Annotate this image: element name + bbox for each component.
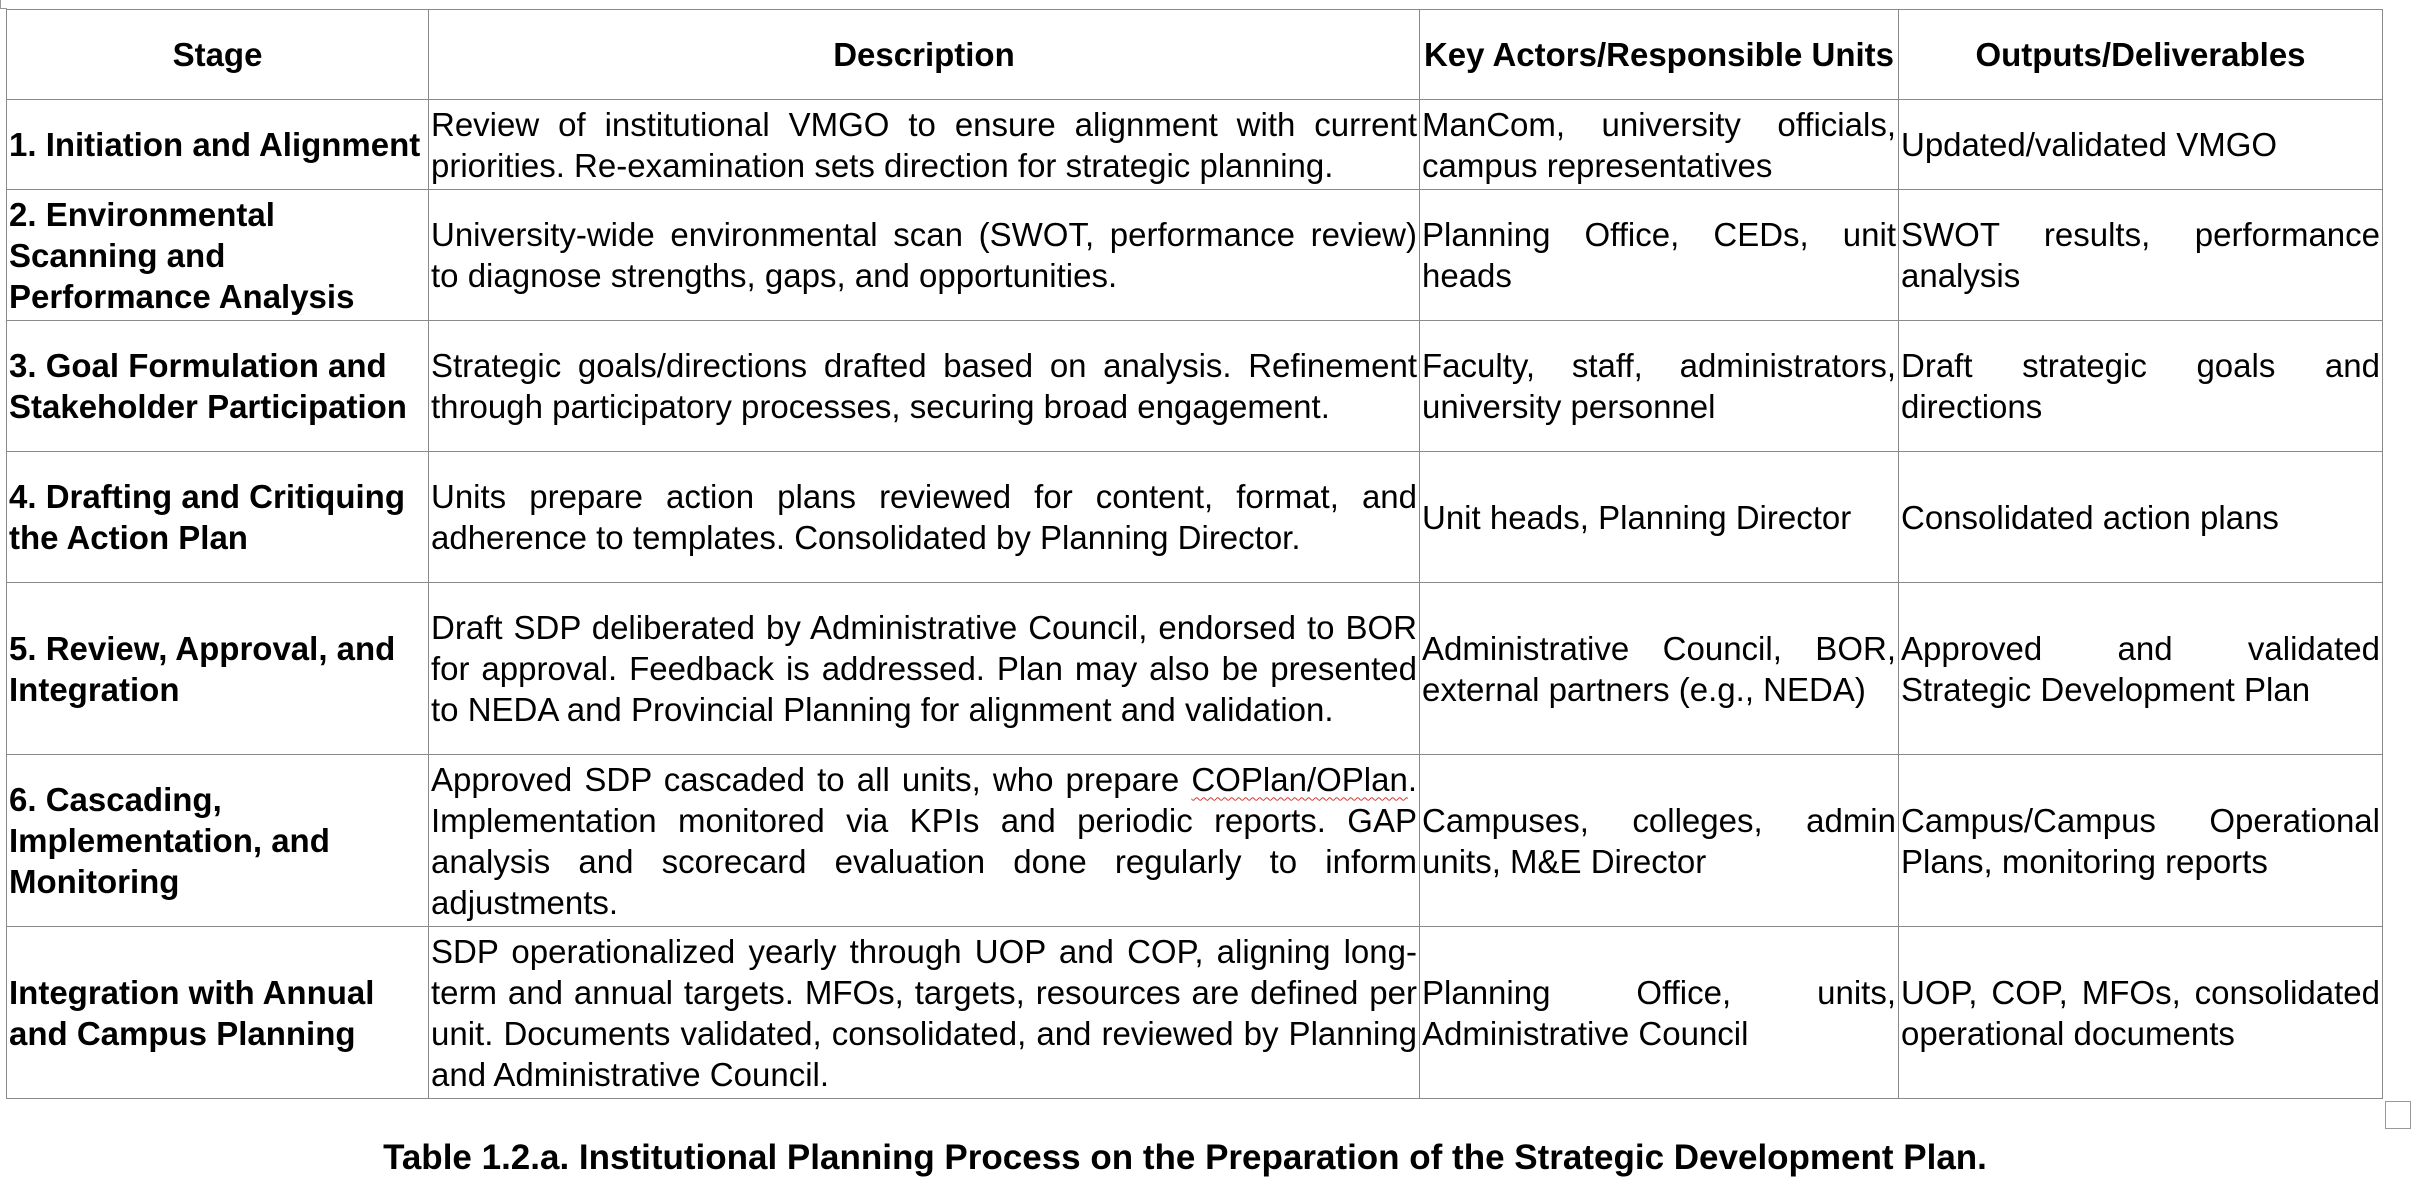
planning-process-table xyxy=(6,9,2383,1099)
outputs-cell: UOP, COP, MFOs, consolidated operational documents xyxy=(1899,927,2383,1099)
header-row xyxy=(7,10,2383,100)
outputs-cell: Consolidated action plans xyxy=(1899,452,2383,583)
stage-cell: 4. Drafting and Critiquing the Action Plan xyxy=(7,452,429,583)
stage-cell: 2. Environmental Scanning and Performance Analysis xyxy=(7,190,429,321)
page-corner-mark xyxy=(0,0,7,9)
table-row xyxy=(7,100,2383,190)
actors-cell: ManCom, university officials, campus representatives xyxy=(1420,100,1899,190)
stage-cell: Integration with Annual and Campus Planning xyxy=(7,927,429,1099)
table-row xyxy=(7,755,2383,927)
actors-cell: Planning Office, CEDs, unit heads xyxy=(1420,190,1899,321)
header-stage: Stage xyxy=(7,10,429,100)
description-cell: Draft SDP deliberated by Administrative Council, endorsed to BOR for approval. Feedback is addressed. Plan may also be presented to NEDA and Provincial Planning for alignment and validation. xyxy=(429,583,1420,755)
table-row xyxy=(7,927,2383,1099)
actors-cell: Unit heads, Planning Director xyxy=(1420,452,1899,583)
outputs-cell: Updated/validated VMGO xyxy=(1899,100,2383,190)
description-cell: SDP operationalized yearly through UOP and COP, aligning long-term and annual targets. MFOs, targets, resources are defined per unit. Documents validated, consolidated, and reviewed by Planning and Administrative Council. xyxy=(429,927,1420,1099)
description-cell: Strategic goals/directions drafted based on analysis. Refinement through participatory processes, securing broad engagement. xyxy=(429,321,1420,452)
actors-cell: Planning Office, units, Administrative Council xyxy=(1420,927,1899,1099)
actors-cell: Faculty, staff, administrators, university personnel xyxy=(1420,321,1899,452)
outputs-cell: Campus/Campus Operational Plans, monitoring reports xyxy=(1899,755,2383,927)
table-caption: Table 1.2.a. Institutional Planning Process on the Preparation of the Strategic Development Plan. xyxy=(383,1138,1987,1177)
header-description: Description xyxy=(429,10,1420,100)
table-row xyxy=(7,190,2383,321)
outputs-cell: SWOT results, performance analysis xyxy=(1899,190,2383,321)
table-row xyxy=(7,452,2383,583)
description-text: . Implementation monitored via KPIs and periodic reports. GAP analysis and scorecard evaluation done regularly to inform adjustments. xyxy=(431,760,1417,921)
stage-cell: 5. Review, Approval, and Integration xyxy=(7,583,429,755)
description-cell: University-wide environmental scan (SWOT, performance review) to diagnose strengths, gaps, and opportunities. xyxy=(429,190,1420,321)
outputs-cell: Draft strategic goals and directions xyxy=(1899,321,2383,452)
table-row xyxy=(7,583,2383,755)
header-outputs: Outputs/Deliverables xyxy=(1899,10,2383,100)
outputs-cell: Approved and validated Strategic Development Plan xyxy=(1899,583,2383,755)
description-cell xyxy=(429,755,1420,927)
description-cell: Review of institutional VMGO to ensure alignment with current priorities. Re-examination sets direction for strategic planning. xyxy=(429,100,1420,190)
stage-cell: 3. Goal Formulation and Stakeholder Participation xyxy=(7,321,429,452)
planning-process-table-container xyxy=(6,9,2383,1099)
description-text: Approved SDP cascaded to all units, who prepare xyxy=(431,760,1192,798)
paragraph-end-mark xyxy=(2385,1101,2411,1129)
stage-cell: 6. Cascading, Implementation, and Monitoring xyxy=(7,755,429,927)
table-row xyxy=(7,321,2383,452)
spellcheck-flagged-word: COPlan/OPlan xyxy=(1191,760,1408,798)
header-key-actors: Key Actors/Responsible Units xyxy=(1420,10,1899,100)
stage-cell: 1. Initiation and Alignment xyxy=(7,100,429,190)
actors-cell: Campuses, colleges, admin units, M&E Director xyxy=(1420,755,1899,927)
actors-cell: Administrative Council, BOR, external partners (e.g., NEDA) xyxy=(1420,583,1899,755)
description-cell: Units prepare action plans reviewed for content, format, and adherence to templates. Consolidated by Planning Director. xyxy=(429,452,1420,583)
